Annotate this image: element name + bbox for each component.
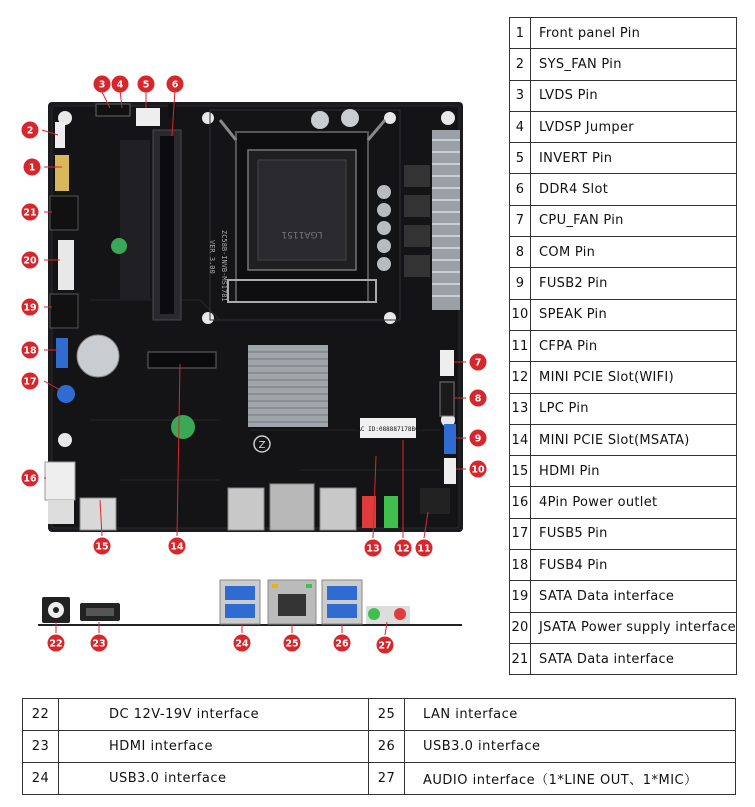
callout-marker: [24, 159, 41, 176]
callout-marker: [284, 635, 301, 652]
legend-row: [510, 456, 737, 487]
callout-marker: [234, 635, 251, 652]
legend-number: 25: [369, 699, 405, 731]
legend-label: SYS_FAN Pin: [531, 49, 737, 80]
callout-number: 10: [471, 464, 485, 476]
legend-number: 7: [510, 205, 531, 236]
legend-number: 2: [510, 49, 531, 80]
callout-marker: [365, 540, 382, 557]
legend-number: 9: [510, 268, 531, 299]
legend-row: [510, 205, 737, 236]
callout-number: 12: [396, 543, 410, 555]
callout-number: 15: [95, 541, 109, 553]
legend-row: [510, 487, 737, 518]
legend-label: USB3.0 interface: [405, 731, 736, 763]
legend-number: 20: [510, 612, 531, 643]
pcb-version-text: VER 3.00: [208, 240, 216, 274]
legend-row: [510, 330, 737, 361]
legend-row: [510, 174, 737, 205]
legend-number: 17: [510, 518, 531, 549]
legend-number: 13: [510, 393, 531, 424]
legend-number: 8: [510, 237, 531, 268]
callout-number: 22: [49, 638, 63, 650]
callout-marker: [377, 637, 394, 654]
legend-number: 16: [510, 487, 531, 518]
callout-number: 7: [474, 357, 482, 369]
legend-label: CFPA Pin: [531, 330, 737, 361]
legend-label: Front panel Pin: [531, 18, 737, 49]
legend-label: COM Pin: [531, 237, 737, 268]
legend-row: [510, 237, 737, 268]
callout-number: 25: [285, 638, 299, 650]
legend-row: [510, 643, 737, 674]
callout-number: 2: [26, 125, 34, 137]
legend-row: [510, 393, 737, 424]
callout-marker: [395, 540, 412, 557]
legend-number: 14: [510, 424, 531, 455]
legend-label: LVDS Pin: [531, 80, 737, 111]
legend-number: 11: [510, 330, 531, 361]
legend-label: SPEAK Pin: [531, 299, 737, 330]
callout-marker: [416, 540, 433, 557]
callout-marker: [470, 390, 487, 407]
legend-number: 3: [510, 80, 531, 111]
legend-label: HDMI Pin: [531, 456, 737, 487]
callout-marker: [470, 430, 487, 447]
usb-stack-left: [220, 580, 260, 624]
audio-ports: [366, 606, 410, 624]
callout-marker: [48, 635, 65, 652]
legend-row: [510, 612, 737, 643]
callout-number: 18: [23, 345, 37, 357]
callout-number: 9: [474, 433, 482, 445]
legend-number: 1: [510, 18, 531, 49]
legend-label: HDMI interface: [59, 731, 369, 763]
legend-row: [23, 763, 736, 795]
callout-number: 11: [417, 543, 431, 555]
legend-label: JSATA Power supply interface: [531, 612, 737, 643]
legend-row: [510, 143, 737, 174]
legend-label: LVDSP Jumper: [531, 111, 737, 142]
legend-number: 5: [510, 143, 531, 174]
legend-row: [23, 731, 736, 763]
legend-row: [510, 80, 737, 111]
legend-number: 19: [510, 581, 531, 612]
callout-marker: [167, 76, 184, 93]
callout-number: 6: [171, 79, 179, 91]
callout-number: 26: [335, 638, 349, 650]
legend-label: SATA Data interface: [531, 643, 737, 674]
legend-label: FUSB4 Pin: [531, 550, 737, 581]
legend-label: LAN interface: [405, 699, 736, 731]
callout-marker: [94, 76, 111, 93]
dc-jack: [42, 597, 70, 623]
legend-row: [510, 518, 737, 549]
legend-label: 4Pin Power outlet: [531, 487, 737, 518]
legend-number: 21: [510, 643, 531, 674]
legend-row: [23, 699, 736, 731]
callout-number: 3: [98, 79, 106, 91]
callout-number: 5: [142, 79, 150, 91]
legend-row: [510, 362, 737, 393]
legend-label: FUSB2 Pin: [531, 268, 737, 299]
legend-label: FUSB5 Pin: [531, 518, 737, 549]
lan-port: [268, 580, 316, 624]
legend-label: MINI PCIE Slot(WIFI): [531, 362, 737, 393]
legend-number: 12: [510, 362, 531, 393]
legend-row: [510, 268, 737, 299]
callout-marker: [334, 635, 351, 652]
callout-number: 17: [23, 376, 37, 388]
legend-label: SATA Data interface: [531, 581, 737, 612]
legend-label: INVERT Pin: [531, 143, 737, 174]
callout-number: 4: [116, 79, 124, 91]
callout-marker: [470, 354, 487, 371]
legend-number: 6: [510, 174, 531, 205]
callout-number: 23: [92, 638, 106, 650]
callout-marker: [470, 461, 487, 478]
callout-marker: [22, 122, 39, 139]
rear-io-panel: [38, 580, 462, 625]
callout-marker: [91, 635, 108, 652]
legend-row: [510, 49, 737, 80]
legend-label: DC 12V-19V interface: [59, 699, 369, 731]
legend-label: AUDIO interface（1*LINE OUT、1*MIC）: [405, 763, 736, 795]
legend-row: [510, 581, 737, 612]
callout-number: 1: [28, 162, 36, 174]
pcb-model-text: ZC58B-INVB-MS1781: [220, 230, 228, 302]
callout-number: 24: [235, 638, 249, 650]
callout-number: 8: [474, 393, 482, 405]
callout-marker: [94, 538, 111, 555]
cpu-label: LGA1151: [281, 229, 323, 239]
callout-marker: [22, 342, 39, 359]
legend-number: 24: [23, 763, 59, 795]
callout-marker: [22, 204, 39, 221]
callout-number: 20: [23, 255, 37, 267]
callout-number: 19: [23, 302, 37, 314]
mac-label: MAC ID:088887178B09: [353, 426, 423, 433]
legend-label: LPC Pin: [531, 393, 737, 424]
callout-number: 13: [366, 543, 380, 555]
callout-number: 21: [23, 207, 37, 219]
callout-marker: [22, 252, 39, 269]
legend-row: [510, 18, 737, 49]
callout-marker: [22, 470, 39, 487]
legend-row: [510, 111, 737, 142]
motherboard: [45, 102, 463, 532]
legend-number: 10: [510, 299, 531, 330]
legend-row: [510, 299, 737, 330]
callout-number: 14: [170, 541, 184, 553]
legend-label: CPU_FAN Pin: [531, 205, 737, 236]
board-logo: Z: [258, 440, 266, 451]
legend-number: 26: [369, 731, 405, 763]
callout-marker: [112, 76, 129, 93]
legend-label: USB3.0 interface: [59, 763, 369, 795]
legend-number: 15: [510, 456, 531, 487]
legend-number: 18: [510, 550, 531, 581]
callout-marker: [22, 373, 39, 390]
usb-stack-right: [322, 580, 362, 624]
legend-row: [510, 550, 737, 581]
legend-label: DDR4 Slot: [531, 174, 737, 205]
legend-row: [510, 424, 737, 455]
hdmi-port: [80, 603, 120, 621]
legend-number: 23: [23, 731, 59, 763]
legend-label: MINI PCIE Slot(MSATA): [531, 424, 737, 455]
callout-number: 27: [378, 640, 392, 652]
callout-number: 16: [23, 473, 37, 485]
legend-table-bottom: [22, 698, 736, 795]
legend-number: 4: [510, 111, 531, 142]
callout-marker: [169, 538, 186, 555]
legend-table-right: [509, 17, 737, 675]
legend-number: 22: [23, 699, 59, 731]
callout-marker: [138, 76, 155, 93]
legend-number: 27: [369, 763, 405, 795]
callout-marker: [22, 299, 39, 316]
